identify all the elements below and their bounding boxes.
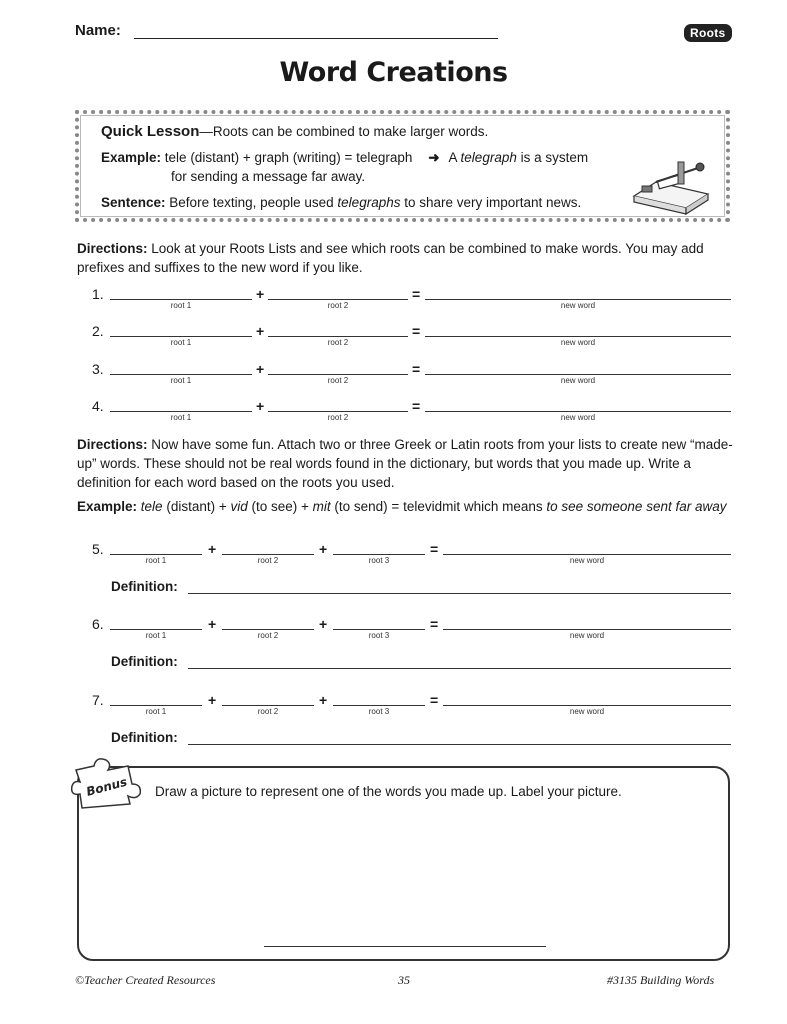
bonus-badge: Bonus [84, 774, 129, 799]
answer-line-root2[interactable] [268, 299, 408, 300]
plus-sign: + [319, 541, 328, 557]
equals-sign: = [412, 361, 421, 377]
sentence-text: Before texting, people used telegraphs to share very important news. [169, 195, 582, 210]
answer-line-new-word[interactable] [425, 374, 731, 375]
answer-line-new-word[interactable] [425, 299, 731, 300]
answer-line-root3[interactable] [333, 705, 425, 706]
example-2-meaning: to see someone sent far away [546, 499, 727, 514]
label-new-word: new word [560, 376, 596, 385]
equals-sign: = [412, 398, 421, 414]
directions-2-text: Now have some fun. Attach two or three Greek or Latin roots from your lists to create new “made-up” words. These should not be real words found in the dictionary, but words that you made up. Write a definition for each word based on the roots you used. [77, 437, 733, 490]
answer-line-new-word[interactable] [443, 629, 731, 630]
item-number: 5. [92, 541, 104, 557]
page-title: Word Creations [279, 57, 508, 88]
equals-sign: = [430, 616, 439, 632]
definition-label: Definition: [111, 730, 178, 745]
label-new-word: new word [569, 707, 605, 716]
item-number: 2. [92, 323, 104, 339]
equals-sign: = [430, 692, 439, 708]
answer-line-root2[interactable] [268, 411, 408, 412]
plus-sign: + [256, 398, 265, 414]
label-root3: root 3 [368, 631, 390, 640]
puzzle-piece-icon [66, 752, 146, 812]
example-row [101, 150, 588, 166]
answer-line-root1[interactable] [110, 554, 202, 555]
answer-line-root2[interactable] [268, 374, 408, 375]
label-new-word: new word [569, 631, 605, 640]
item-number: 4. [92, 398, 104, 414]
answer-line-root2[interactable] [268, 336, 408, 337]
label-root1: root 1 [170, 301, 192, 310]
item-number: 6. [92, 616, 104, 632]
item-number: 3. [92, 361, 104, 377]
example-label: Example: [101, 150, 162, 165]
plus-sign: + [256, 323, 265, 339]
example-text: tele (distant) + graph (writing) = telegraph [164, 150, 413, 165]
definition-line[interactable] [188, 744, 731, 745]
sentence-label: Sentence: [101, 195, 166, 210]
definition-line[interactable] [188, 668, 731, 669]
label-root2: root 2 [257, 556, 279, 565]
label-root1: root 1 [145, 707, 167, 716]
example-2-root-2: vid [230, 499, 248, 514]
item-number: 1. [92, 286, 104, 302]
quick-lesson-row [101, 123, 488, 140]
roots-tag: Roots [684, 24, 732, 42]
label-root2: root 2 [327, 413, 349, 422]
answer-line-root2[interactable] [222, 629, 314, 630]
answer-line-root3[interactable] [333, 554, 425, 555]
sentence-row [101, 195, 581, 210]
example-2 [77, 497, 737, 516]
plus-sign: + [208, 692, 217, 708]
answer-line-root2[interactable] [222, 554, 314, 555]
directions-1-text: Look at your Roots Lists and see which roots can be combined to make words. You may add prefixes and suffixes to the new word if you like. [77, 241, 704, 275]
equals-sign: = [430, 541, 439, 557]
example-2-text: (distant) + [162, 499, 231, 514]
footer-publisher: ©Teacher Created Resources [75, 973, 216, 987]
plus-sign: + [208, 541, 217, 557]
label-root1: root 1 [170, 338, 192, 347]
example-continuation: for sending a message far away. [171, 169, 366, 184]
example-2-label: Example: [77, 499, 138, 514]
label-root2: root 2 [257, 631, 279, 640]
definition-label: Definition: [111, 654, 178, 669]
answer-line-root1[interactable] [110, 411, 252, 412]
equals-sign: = [412, 323, 421, 339]
example-2-root-1: tele [140, 499, 163, 514]
name-field[interactable] [134, 38, 498, 39]
plus-sign: + [256, 361, 265, 377]
bonus-text: Draw a picture to represent one of the words you made up. Label your picture. [155, 784, 622, 799]
item-number: 7. [92, 692, 104, 708]
label-root2: root 2 [327, 301, 349, 310]
answer-line-new-word[interactable] [425, 411, 731, 412]
quick-lesson-label: Quick Lesson [101, 123, 200, 140]
label-root2: root 2 [327, 376, 349, 385]
label-root2: root 2 [327, 338, 349, 347]
answer-line-root1[interactable] [110, 299, 252, 300]
answer-line-root1[interactable] [110, 336, 252, 337]
plus-sign: + [319, 616, 328, 632]
example-2-text: (to send) = televidmit which means [330, 499, 547, 514]
arrow-icon: ➜ [428, 150, 440, 165]
answer-line-new-word[interactable] [425, 336, 731, 337]
label-root2: root 2 [257, 707, 279, 716]
label-new-word: new word [560, 413, 596, 422]
answer-line-root1[interactable] [110, 374, 252, 375]
answer-line-root1[interactable] [110, 705, 202, 706]
plus-sign: + [256, 286, 265, 302]
label-new-word: new word [569, 556, 605, 565]
plus-sign: + [319, 692, 328, 708]
answer-line-root2[interactable] [222, 705, 314, 706]
directions-2 [77, 435, 737, 492]
definition-label: Definition: [111, 579, 178, 594]
label-root1: root 1 [145, 556, 167, 565]
label-new-word: new word [560, 301, 596, 310]
plus-sign: + [208, 616, 217, 632]
example-2-root-3: mit [312, 499, 331, 514]
directions-1 [77, 239, 737, 277]
answer-line-new-word[interactable] [443, 705, 731, 706]
label-new-word: new word [560, 338, 596, 347]
label-root3: root 3 [368, 707, 390, 716]
picture-label-line[interactable] [264, 946, 546, 947]
telegraph-icon [628, 156, 712, 216]
page-number: 35 [398, 973, 410, 987]
definition-line[interactable] [188, 593, 731, 594]
footer-book-title: #3135 Building Words [607, 973, 715, 987]
directions-2-label: Directions: [77, 437, 148, 452]
example-2-text: (to see) + [247, 499, 313, 514]
equals-sign: = [412, 286, 421, 302]
label-root1: root 1 [170, 413, 192, 422]
answer-line-new-word[interactable] [443, 554, 731, 555]
answer-line-root1[interactable] [110, 629, 202, 630]
answer-line-root3[interactable] [333, 629, 425, 630]
directions-1-label: Directions: [77, 241, 148, 256]
quick-lesson-box [75, 110, 730, 222]
label-root1: root 1 [170, 376, 192, 385]
example-explanation: A telegraph is a system [448, 150, 589, 165]
name-label: Name: [75, 22, 121, 39]
quick-lesson-text: —Roots can be combined to make larger words. [199, 124, 489, 139]
label-root1: root 1 [145, 631, 167, 640]
label-root3: root 3 [368, 556, 390, 565]
